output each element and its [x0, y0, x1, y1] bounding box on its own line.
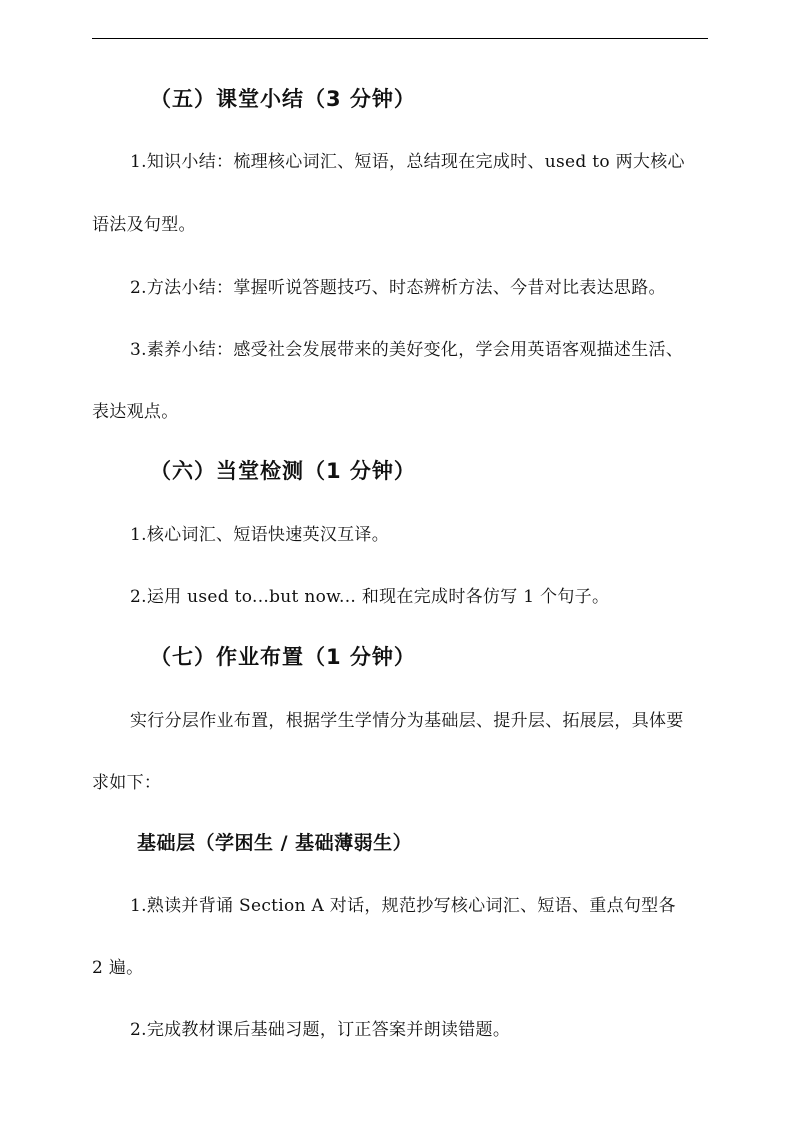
- paragraph-basic-item2: 2.完成教材课后基础习题，订正答案并朗读错题。: [130, 1020, 511, 1040]
- paragraph-homework-intro-line2: 求如下：: [92, 773, 162, 793]
- paragraph-vocab-translation: 1.核心词汇、短语快速英汉互译。: [130, 525, 390, 545]
- paragraph-method-summary: 2.方法小结：掌握听说答题技巧、时态辨析方法、今昔对比表达思路。: [130, 278, 666, 298]
- subheading-basic-level: 基础层（学困生 / 基础薄弱生）: [137, 832, 413, 854]
- paragraph-knowledge-summary-line1: 1.知识小结：梳理核心词汇、短语，总结现在完成时、used to 两大核心: [130, 152, 685, 172]
- paragraph-basic-item1-line2: 2 遍。: [92, 958, 144, 978]
- paragraph-sentence-imitation: 2.运用 used to...but now... 和现在完成时各仿写 1 个句子。: [130, 587, 610, 607]
- section-heading-summary: （五）课堂小结（3 分钟）: [150, 87, 416, 111]
- paragraph-literacy-summary-line2: 表达观点。: [92, 402, 179, 422]
- section-heading-classroom-test: （六）当堂检测（1 分钟）: [150, 459, 416, 483]
- paragraph-basic-item1-line1: 1.熟读并背诵 Section A 对话，规范抄写核心词汇、短语、重点句型各: [130, 896, 676, 916]
- section-heading-homework: （七）作业布置（1 分钟）: [150, 645, 416, 669]
- paragraph-homework-intro-line1: 实行分层作业布置，根据学生学情分为基础层、提升层、拓展层，具体要: [130, 711, 684, 731]
- paragraph-knowledge-summary-line2: 语法及句型。: [92, 215, 196, 235]
- paragraph-literacy-summary-line1: 3.素养小结：感受社会发展带来的美好变化，学会用英语客观描述生活、: [130, 340, 684, 360]
- header-rule: [92, 38, 708, 39]
